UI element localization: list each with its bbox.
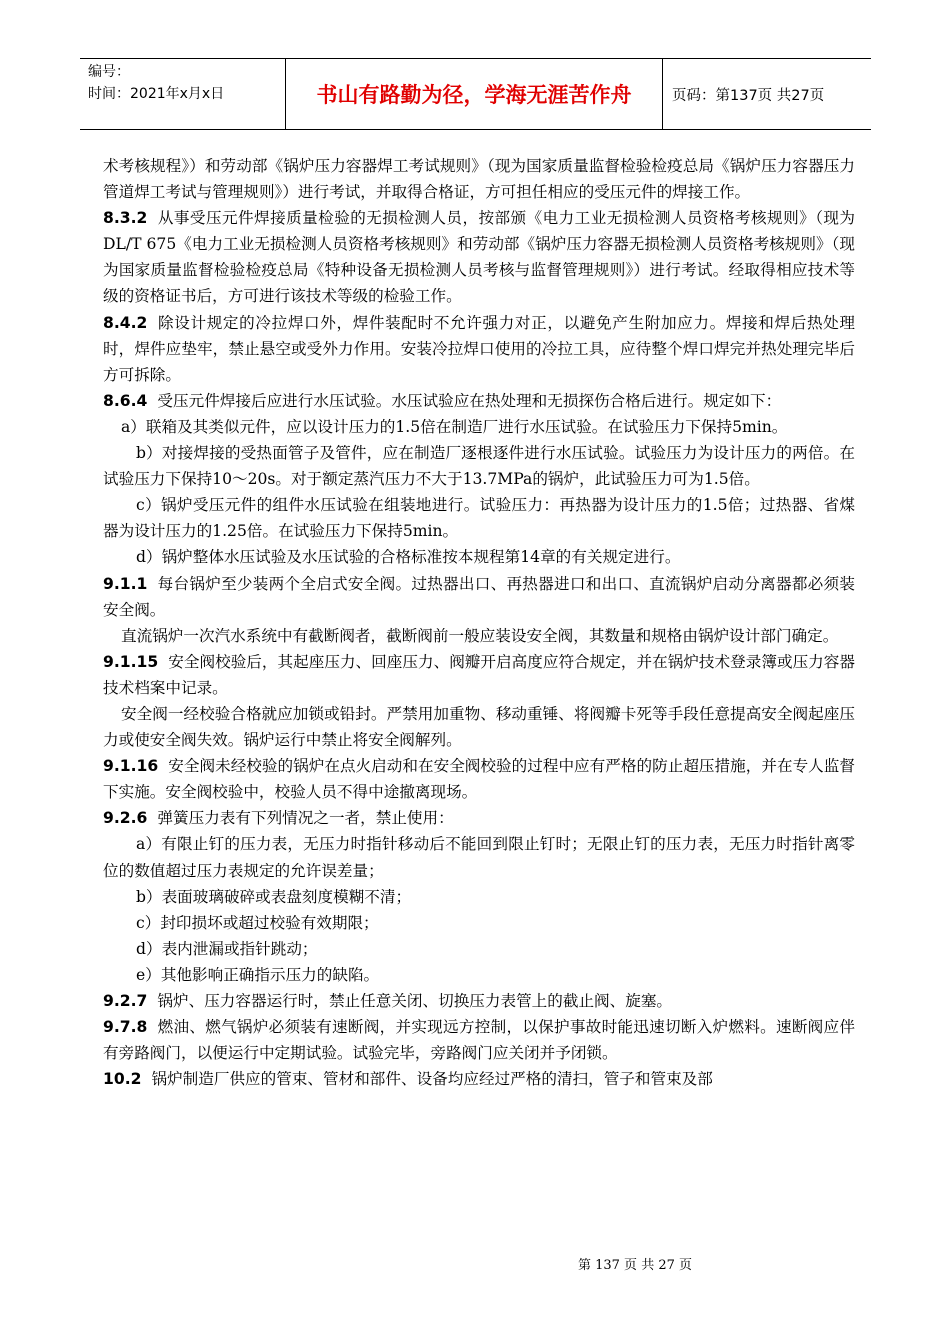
document-body <box>103 153 855 1092</box>
paragraph <box>103 805 855 831</box>
paragraph-text: 每台锅炉至少装两个全启式安全阀。过热器出口、再热器进口和出口、直流锅炉启动分离器都必须装安全阀。 <box>103 574 855 619</box>
paragraph-text: 锅炉、压力容器运行时，禁止任意关闭、切换压力表管上的截止阀、旋塞。 <box>157 992 673 1010</box>
clause-number: 8.3.2 <box>103 209 148 228</box>
paragraph <box>103 910 855 936</box>
paragraph <box>103 936 855 962</box>
paragraph <box>103 571 855 623</box>
page-header <box>80 58 871 130</box>
paragraph-text: 安全阀一经校验合格就应加锁或铅封。严禁用加重物、移动重锤、将阀瓣卡死等手段任意提高安全阀起座压力或使安全阀失效。锅炉运行中禁止将安全阀解列。 <box>103 704 855 750</box>
paragraph-text: 弹簧压力表有下列情况之一者，禁止使用： <box>157 809 454 828</box>
page-footer: 第 137 页 共 27 页 <box>577 1258 693 1273</box>
clause-number: 8.4.2 <box>103 313 148 332</box>
paragraph <box>103 153 855 205</box>
paragraph <box>103 962 855 988</box>
paragraph-text: 受压元件焊接后应进行水压试验。水压试验应在热处理和无损探伤合格后进行。规定如下： <box>157 391 782 410</box>
clause-number: 9.7.8 <box>103 1018 148 1037</box>
paragraph <box>103 414 855 440</box>
paragraph-text: d）表内泄漏或指针跳动； <box>136 939 318 958</box>
paragraph <box>103 205 855 309</box>
clause-number: 8.6.4 <box>103 391 148 410</box>
clause-number: 9.2.7 <box>103 992 148 1010</box>
header-meta <box>80 59 285 129</box>
paragraph <box>103 388 855 414</box>
paragraph <box>103 831 855 883</box>
paragraph <box>103 884 855 910</box>
paragraph <box>103 753 855 805</box>
paragraph <box>103 440 855 492</box>
paragraph <box>103 1066 855 1092</box>
paragraph-text: b）表面玻璃破碎或表盘刻度模糊不清； <box>136 887 412 906</box>
paragraph-text: 从事受压元件焊接质量检验的无损检测人员，按部颁《电力工业无损检测人员资格考核规则》（现为DL/T 675《电力工业无损检测人员资格考核规则》和劳动部《锅炉压力容器无损检测人员资格考核规则》（现为国家质量监督检验检疫总局《特种设备无损检测人员考核与监督管理规则》）进行考试。经取得相应技术等级的资格证书后，方可进行该技术等级的检验工作。 <box>103 209 855 306</box>
paragraph-text: a）联箱及其类似元件，应以设计压力的1.5倍在制造厂进行水压试验。在试验压力下保持5min。 <box>121 417 788 436</box>
paragraph <box>103 492 855 544</box>
paragraph-text: 燃油、燃气锅炉必须装有速断阀，并实现远方控制，以保护事故时能迅速切断入炉燃料。速断阀应伴有旁路阀门，以便运行中定期试验。试验完毕，旁路阀门应关闭并予闭锁。 <box>103 1018 855 1063</box>
paragraph-text: 安全阀校验后，其起座压力、回座压力、阀瓣开启高度应符合规定，并在锅炉技术登录簿或压力容器技术档案中记录。 <box>103 652 855 697</box>
paragraph <box>103 649 855 701</box>
paragraph-text: a）有限止钉的压力表，无压力时指针移动后不能回到限止钉时；无限止钉的压力表，无压力时指针离零位的数值超过压力表规定的允许误差量； <box>103 835 855 880</box>
document-number-label: 编号： <box>88 64 130 80</box>
paragraph-text: 安全阀未经校验的锅炉在点火启动和在安全阀校验的过程中应有严格的防止超压措施，并在专人监督下实施。安全阀校验中，校验人员不得中途撤离现场。 <box>103 757 855 802</box>
paragraph-text: c）封印损坏或超过校验有效期限； <box>136 913 379 932</box>
paragraph-text: 除设计规定的冷拉焊口外，焊件装配时不允许强力对正，以避免产生附加应力。焊接和焊后热处理时，焊件应垫牢，禁止悬空或受外力作用。安装冷拉焊口使用的冷拉工具，应待整个焊口焊完并热处理完毕后方可拆除。 <box>103 313 855 384</box>
header-motto: 书山有路勤为径，学海无涯苦作舟 <box>285 59 663 129</box>
paragraph-text: b）对接焊接的受热面管子及管件，应在制造厂逐根逐件进行水压试验。试验压力为设计压力的两倍。在试验压力下保持10～20s。对于额定蒸汽压力不大于13.7MPa的锅炉，此试验压力可为1.5倍。 <box>103 444 855 489</box>
paragraph <box>103 701 855 753</box>
paragraph-text: 锅炉制造厂供应的管束、管材和部件、设备均应经过严格的清扫，管子和管束及部 <box>151 1070 713 1089</box>
paragraph <box>103 988 855 1014</box>
clause-number: 9.1.1 <box>103 574 148 593</box>
paragraph-text: d）锅炉整体水压试验及水压试验的合格标准按本规程第14章的有关规定进行。 <box>136 548 681 567</box>
paragraph <box>103 544 855 570</box>
paragraph-text: e）其他影响正确指示压力的缺陷。 <box>136 965 380 984</box>
paragraph-text: 术考核规程》）和劳动部《锅炉压力容器焊工考试规则》（现为国家质量监督检验检疫总局《锅炉压力容器压力管道焊工考试与管理规则》）进行考试，并取得合格证，方可担任相应的受压元件的焊接工作。 <box>103 157 855 202</box>
paragraph <box>103 623 855 649</box>
paragraph-text: c）锅炉受压元件的组件水压试验在组装地进行。试验压力：再热器为设计压力的1.5倍；过热器、省煤器为设计压力的1.25倍。在试验压力下保持5min。 <box>103 496 855 541</box>
clause-number: 9.2.6 <box>103 809 148 828</box>
header-page-info: 页码：第137页 共27页 <box>672 87 825 104</box>
clause-number: 9.1.15 <box>103 652 159 671</box>
paragraph-text: 直流锅炉一次汽水系统中有截断阀者，截断阀前一般应装设安全阀，其数量和规格由锅炉设计部门确定。 <box>121 626 839 645</box>
document-time-label: 时间：2021年x月x日 <box>88 86 225 102</box>
paragraph <box>103 1014 855 1066</box>
clause-number: 10.2 <box>103 1070 142 1089</box>
clause-number: 9.1.16 <box>103 757 159 776</box>
paragraph <box>103 310 855 388</box>
